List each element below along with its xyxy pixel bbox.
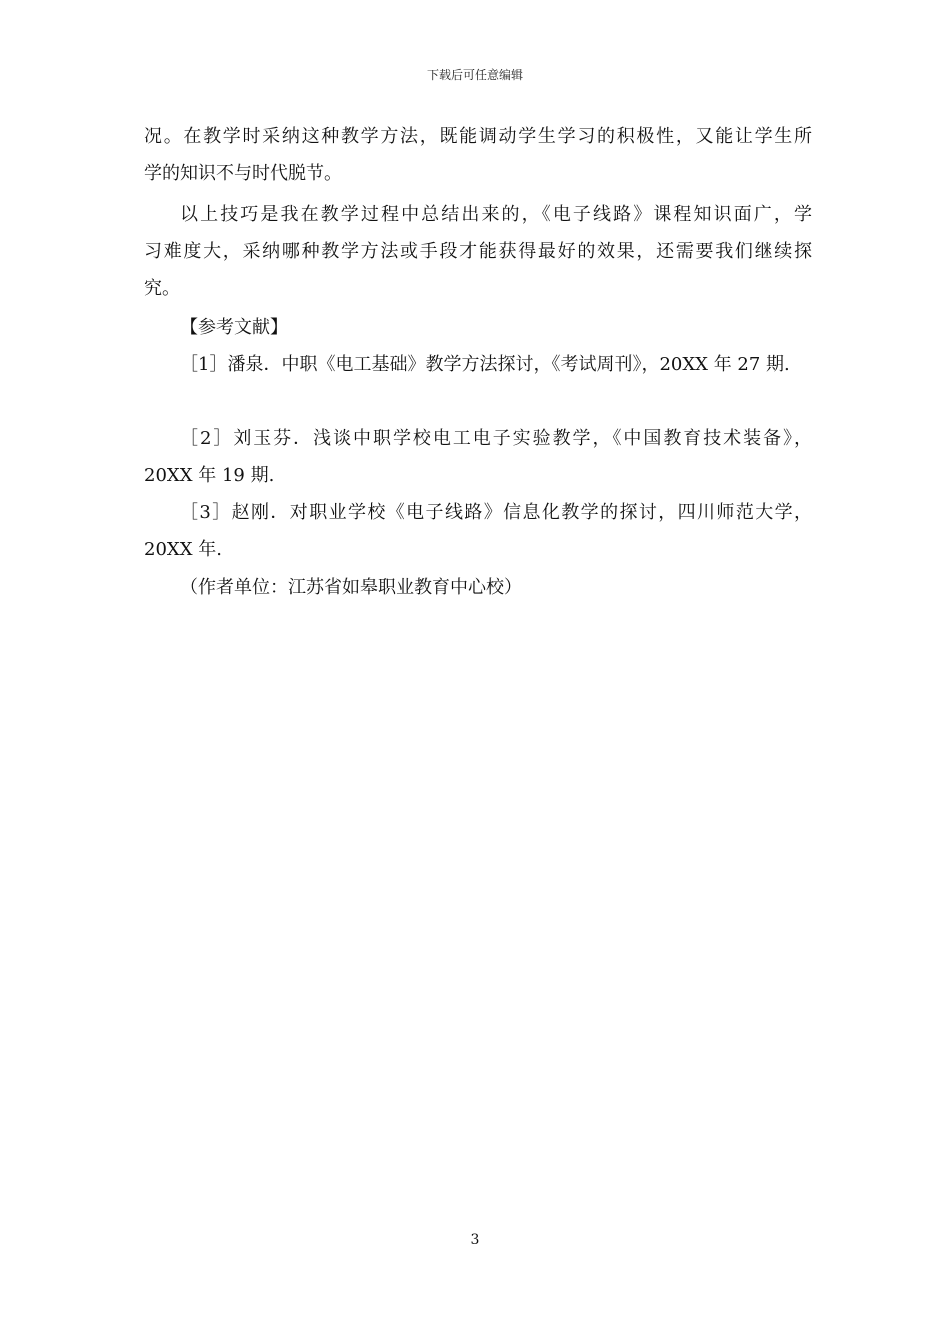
page-header-note: 下载后可任意编辑	[426, 68, 523, 82]
page-number: 3	[470, 1232, 480, 1248]
reference-2-line-2: 20XX 年 19 期.	[144, 465, 275, 486]
paragraph-2-line-3: 究。	[144, 278, 180, 299]
reference-1: ［1］潘泉．中职《电工基础》教学方法探讨，《考试周刊》，20XX 年 27 期.	[180, 354, 790, 375]
document-body	[144, 118, 812, 638]
reference-3-line-2: 20XX 年.	[144, 539, 222, 560]
paragraph-1-line-1: 况。在教学时采纳这种教学方法，既能调动学生学习的积极性，又能让学生所	[144, 126, 812, 147]
reference-2-line-1: ［2］刘玉芬．浅谈中职学校电工电子实验教学，《中国教育技术装备》，	[180, 428, 812, 449]
paragraph-2-line-1: 以上技巧是我在教学过程中总结出来的，《电子线路》课程知识面广，学	[180, 204, 812, 225]
references-heading: 【参考文献】	[180, 317, 288, 338]
author-unit: （作者单位：江苏省如皋职业教育中心校）	[180, 577, 522, 598]
reference-3-line-1: ［3］赵刚．对职业学校《电子线路》信息化教学的探讨，四川师范大学，	[180, 502, 812, 523]
paragraph-2-line-2: 习难度大，采纳哪种教学方法或手段才能获得最好的效果，还需要我们继续探	[144, 241, 812, 262]
paragraph-1-line-2: 学的知识不与时代脱节。	[144, 163, 342, 184]
